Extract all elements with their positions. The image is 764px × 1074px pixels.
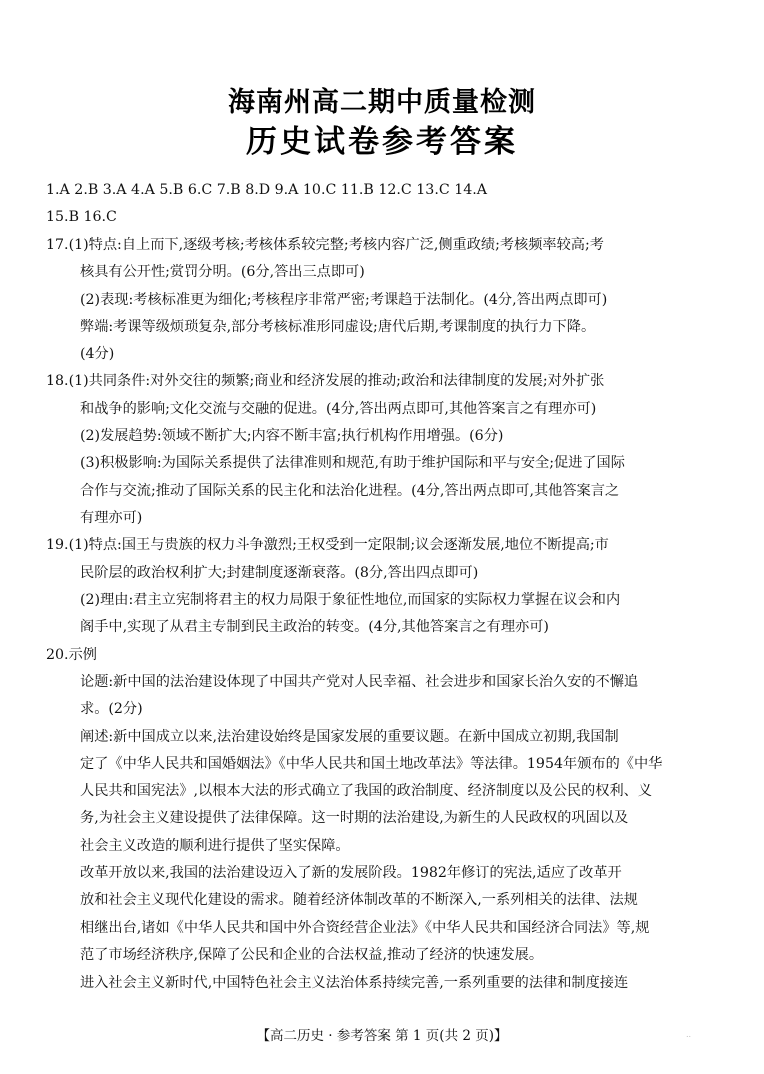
q19-line-3: (2)理由:君主立宪制将君主的权力局限于象征性地位,而国家的实际权力掌握在议会和内 [80, 592, 621, 608]
q18-line-5: 合作与交流;推动了国际关系的民主化和法治化进程。(4分,答出两点即可,其他答案言之 [80, 483, 620, 499]
corner-mark: .. [686, 1030, 692, 1039]
q20-line-10: 相继出台,诸如《中华人民共和国中外合资经营企业法》《中华人民共和国经济合同法》等,规 [80, 920, 650, 936]
q20-line-2: 求。(2分) [80, 701, 143, 717]
q20-line-9: 放和社会主义现代化建设的需求。随着经济体制改革的不断深入,一系列相关的法律、法规 [80, 892, 638, 908]
document-subtitle: 历史试卷参考答案 [246, 124, 518, 160]
q20-line-8: 改革开放以来,我国的法治建设迈入了新的发展阶段。1982年修订的宪法,适应了改革开 [80, 865, 622, 881]
q20-heading: 20.示例 [46, 647, 97, 663]
page-footer: 【高二历史 · 参考答案 第 1 页(共 2 页)】 [256, 1028, 508, 1044]
choice-answers-row-2: 15.B 16.C [46, 209, 117, 225]
q18-line-4: (3)积极影响:为国际关系提供了法律准则和规范,有助于维护国际和平与安全;促进了国际 [80, 455, 625, 471]
q18-line-2: 和战争的影响;文化交流与交融的促进。(4分,答出两点即可,其他答案言之有理亦可) [80, 401, 597, 417]
q18-line-3: (2)发展趋势:领域不断扩大;内容不断丰富;执行机构作用增强。(6分) [80, 428, 504, 444]
q20-line-6: 务,为社会主义建设提供了法律保障。这一时期的法治建设,为新生的人民政权的巩固以及 [80, 810, 629, 826]
exam-title: 海南州高二期中质量检测 [228, 87, 536, 118]
q17-line-1: 17.(1)特点:自上而下,逐级考核;考核体系较完整;考核内容广泛,侧重政绩;考核频率较高;考 [46, 237, 604, 253]
q19-line-4: 阁手中,实现了从君主专制到民主政治的转变。(4分,其他答案言之有理亦可) [80, 619, 549, 635]
q20-line-7: 社会主义改造的顺利进行提供了坚实保障。 [80, 838, 350, 854]
q20-line-11: 范了市场经济秩序,保障了公民和企业的合法权益,推动了经济的快速发展。 [80, 947, 544, 963]
q19-line-2: 民阶层的政治权利扩大;封建制度逐渐衰落。(8分,答出四点即可) [80, 565, 479, 581]
q17-line-2: 核具有公开性;赏罚分明。(6分,答出三点即可) [80, 264, 365, 280]
q17-line-4: 弊端:考课等级烦琐复杂,部分考核标准形同虚设;唐代后期,考课制度的执行力下降。 [80, 319, 596, 335]
q18-line-1: 18.(1)共同条件:对外交往的频繁;商业和经济发展的推动;政治和法律制度的发展;对外扩张 [46, 373, 605, 389]
q20-line-1: 论题:新中国的法治建设体现了中国共产党对人民幸福、社会进步和国家长治久安的不懈追 [80, 674, 639, 690]
q20-line-4: 定了《中华人民共和国婚姻法》《中华人民共和国土地改革法》等法律。1954年颁布的《中华 [80, 756, 663, 772]
q20-line-5: 人民共和国宪法》,以根本大法的形式确立了我国的政治制度、经济制度以及公民的权利、义 [80, 783, 653, 799]
q19-line-1: 19.(1)特点:国王与贵族的权力斗争激烈;王权受到一定限制;议会逐渐发展,地位不断提高;市 [46, 537, 609, 553]
choice-answers-row-1: 1.A 2.B 3.A 4.A 5.B 6.C 7.B 8.D 9.A 10.C 11.B 12.C 13.C 14.A [46, 182, 487, 198]
q18-line-6: 有理亦可) [80, 510, 143, 526]
q20-line-12: 进入社会主义新时代,中国特色社会主义法治体系持续完善,一系列重要的法律和制度接连 [80, 975, 629, 991]
q17-line-5: (4分) [80, 346, 115, 362]
q17-line-3: (2)表现:考核标准更为细化;考核程序非常严密;考课趋于法制化。(4分,答出两点即可) [80, 292, 608, 308]
q20-line-3: 阐述:新中国成立以来,法治建设始终是国家发展的重要议题。在新中国成立初期,我国制 [80, 729, 619, 745]
